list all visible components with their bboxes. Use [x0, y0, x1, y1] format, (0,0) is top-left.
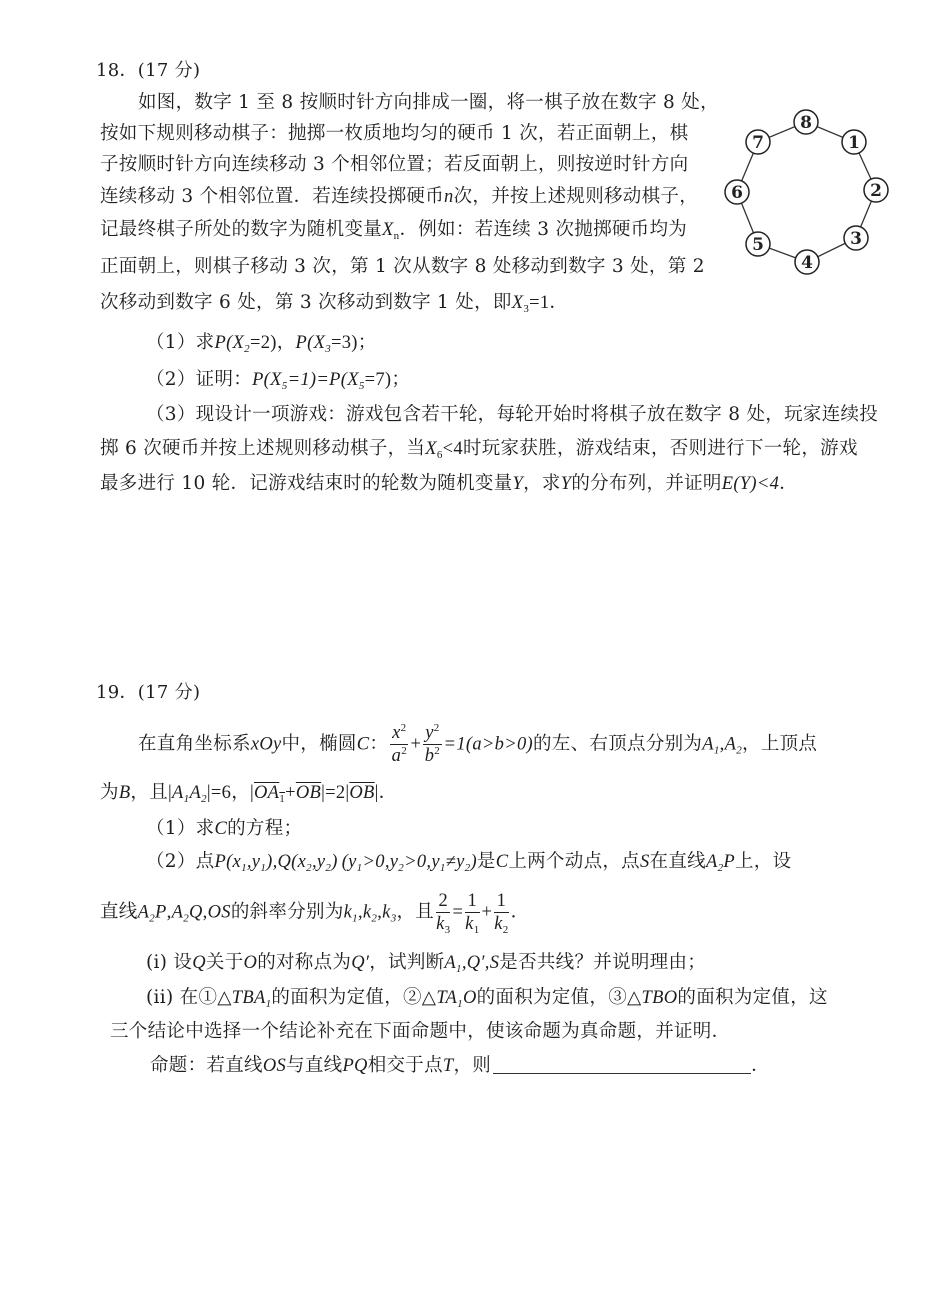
text: ． — [549, 292, 569, 313]
math: , — [202, 902, 208, 923]
math: C — [356, 734, 370, 755]
math: |=6 — [206, 783, 232, 803]
math: >0,y — [362, 852, 399, 872]
math: Q — [189, 902, 203, 923]
q18-part3-line-2 — [100, 436, 858, 462]
var: X — [511, 293, 524, 313]
node-label: 1 — [848, 133, 860, 153]
text: 上，设 — [734, 851, 792, 872]
math: ) — [331, 852, 338, 872]
text: （2）点 — [146, 851, 215, 872]
node-label: 4 — [801, 253, 813, 273]
text: ，则 — [453, 1055, 492, 1076]
text: 次，并按上述规则移动棋子， — [453, 186, 699, 207]
math: PQ — [342, 1056, 368, 1076]
subscript: 1 — [352, 912, 358, 925]
q18-intro-line-7 — [100, 290, 568, 316]
q19-part2-line-2: 直线$A_2P,A_2Q,OS$的斜率分别为$k_1,k_2,k_3$，且 $\frac{2}{k_3}$ = $\frac{1}{k_1}$ + $\frac{1}{k_2}$ ． — [100, 891, 530, 936]
text: 的对称点为 — [257, 952, 352, 973]
text: 次移动到数字 6 处，第 3 次移动到数字 1 处，即 — [100, 292, 512, 313]
math: A — [172, 783, 184, 803]
math: △TBO — [627, 988, 678, 1008]
text: 的面积为定值，② — [271, 987, 422, 1008]
var: a — [391, 746, 402, 766]
var: X — [382, 220, 394, 240]
subscript: 1 — [473, 924, 480, 936]
math: k — [362, 902, 372, 923]
text: 在直角坐标系 — [138, 733, 251, 755]
math: |=2| — [321, 783, 350, 803]
math: P(X — [295, 333, 326, 353]
subscript: 2 — [464, 862, 471, 874]
math-X6 — [425, 439, 442, 459]
subscript: 2 — [201, 793, 207, 805]
math: P — [155, 902, 167, 923]
text: ： — [369, 733, 389, 755]
math: k — [382, 902, 391, 923]
math: , — [377, 902, 383, 923]
subscript: 2 — [502, 924, 509, 936]
subscript: 1 — [265, 998, 272, 1010]
math: ≠y — [445, 852, 465, 872]
vector-OB: $\overline{OB}$ — [295, 783, 322, 803]
q18-intro-line-5 — [100, 217, 687, 243]
math: =2) — [249, 333, 277, 353]
node-label: 6 — [731, 183, 743, 203]
q18-part3-line-3 — [100, 471, 798, 497]
math: ), — [266, 852, 278, 872]
var: k — [494, 914, 503, 934]
math: P — [723, 852, 735, 872]
q18-intro-line-2: 按如下规则移动棋子：抛掷一枚质地均匀的硬币 1 次，若正面朝上，棋 — [100, 123, 689, 144]
text: ，且 — [396, 901, 435, 923]
var: OA — [254, 783, 280, 803]
q18-intro-line-4 — [100, 184, 698, 210]
text: 直线 — [100, 901, 138, 923]
math: O — [243, 953, 258, 973]
text: 相交于点 — [367, 1055, 443, 1076]
math: O — [462, 988, 477, 1008]
subscript: 2 — [717, 862, 724, 874]
math: | — [168, 783, 173, 803]
var: X — [425, 439, 437, 459]
math: A — [724, 734, 737, 755]
text: 为 — [100, 782, 119, 803]
math-Y: Y — [560, 474, 572, 494]
node-label: 8 — [800, 113, 812, 133]
math-Xn — [382, 220, 399, 240]
math: + — [285, 783, 296, 803]
q19-sub-i — [146, 950, 706, 976]
node-label: 5 — [752, 235, 764, 255]
q18-part1 — [146, 330, 377, 356]
math: | — [250, 783, 255, 803]
math: ) — [470, 852, 477, 872]
math: =1(a>b>0) — [443, 734, 534, 755]
text: ． — [751, 1055, 770, 1076]
math: ,y — [311, 852, 326, 872]
subscript: 3 — [325, 343, 332, 355]
text: 的面积为定值，这 — [677, 987, 828, 1008]
subscript: 1 — [457, 998, 463, 1010]
fraction-x2-a2 — [390, 722, 408, 767]
text: 关于 — [205, 952, 244, 973]
math: xOy — [250, 734, 282, 755]
math: =1)=P(X — [287, 370, 359, 390]
vector-OB: $\overline{OB}$ — [349, 783, 375, 803]
var: b — [424, 746, 435, 766]
text: ，上顶点 — [742, 733, 818, 755]
fraction-2-k3 — [436, 890, 450, 935]
circle-node-2 — [864, 178, 888, 202]
math: + — [481, 902, 493, 923]
text: ，求 — [523, 473, 561, 494]
var: x — [392, 723, 401, 743]
math: ,y — [246, 852, 261, 872]
math: Q′ — [351, 953, 370, 973]
math: B — [118, 783, 131, 803]
var: k — [465, 914, 474, 934]
q19-header: 19．(17 分) — [96, 682, 201, 703]
math: OS — [207, 902, 231, 923]
subscript: 2 — [306, 862, 312, 874]
subscript: n — [393, 230, 400, 242]
circle-node-7 — [746, 130, 770, 154]
subscript: 2 — [398, 862, 405, 874]
text: 中，椭圆 — [281, 733, 357, 755]
subscript: 3 — [523, 303, 530, 315]
text: 掷 6 次硬币并按上述规则移动棋子，当 — [100, 438, 426, 459]
text: 是否共线？并说明理由； — [499, 952, 707, 973]
vector-OA1 — [254, 783, 285, 803]
q19-sub-ii-line-1 — [146, 985, 828, 1011]
math: A — [444, 953, 457, 973]
math-Y: Y — [512, 474, 524, 494]
q19-part1 — [146, 816, 302, 842]
math: C — [214, 819, 228, 839]
text: 最多进行 10 轮．记游戏结束时的轮数为随机变量 — [100, 473, 513, 494]
math: A — [702, 734, 714, 755]
math: |． — [374, 783, 398, 803]
text: ； — [357, 332, 377, 353]
q18-header: 18．(17 分) — [96, 60, 201, 81]
text: ， — [231, 782, 250, 803]
var: y — [425, 723, 434, 743]
subscript: 2 — [736, 744, 743, 757]
numerator: 2 — [436, 890, 450, 913]
math: k — [343, 902, 353, 923]
math: , — [166, 902, 172, 923]
subscript: 1 — [439, 862, 446, 874]
node-label: 7 — [752, 133, 764, 153]
subscript: 6 — [436, 449, 443, 461]
text: ， — [276, 332, 296, 353]
circle-node-3 — [844, 226, 868, 250]
math: >0,y — [404, 852, 440, 872]
text: 的方程； — [227, 818, 303, 839]
text: 上两个动点，点 — [508, 851, 640, 872]
circle-diagram — [718, 104, 898, 284]
math: ,Q′,S — [461, 953, 500, 973]
subscript: 2 — [371, 912, 378, 925]
q18-intro-line-1: 如图，数字 1 至 8 按顺时针方向排成一圈，将一棋子放在数字 8 处， — [138, 92, 719, 113]
math: P(X — [252, 370, 282, 390]
text: (ii) 在① — [146, 987, 218, 1008]
circle-node-6 — [725, 180, 749, 204]
text: ． — [510, 901, 530, 923]
math: <4 — [442, 439, 463, 459]
q19-sub-ii-line-2: 三个结论中选择一个结论补充在下面命题中，使该命题为真命题，并证明． — [110, 1021, 731, 1042]
text: ．例如：若连续 3 次抛掷硬币均为 — [399, 219, 688, 240]
node-label: 3 — [850, 229, 862, 249]
subscript: 3 — [390, 912, 397, 925]
q18-intro-line-6: 正面朝上，则棋子移动 3 次，第 1 次从数字 8 处移动到数字 3 处，第 2 — [100, 256, 705, 277]
circle-node-8 — [794, 110, 818, 134]
math: P(X — [214, 333, 245, 353]
sup: 2 — [400, 722, 407, 734]
q18-part2 — [146, 367, 410, 393]
math: A — [189, 783, 202, 803]
math-X3 — [512, 293, 529, 313]
text: （2）证明： — [146, 369, 253, 390]
subscript: 5 — [358, 380, 365, 392]
q19-intro-line-1 — [138, 722, 817, 767]
text: (i) 设 — [146, 952, 193, 973]
circle-node-5 — [746, 232, 770, 256]
math: S — [639, 852, 650, 872]
node-label: 2 — [870, 181, 882, 201]
text: 的分布列，并证明 — [571, 473, 722, 494]
fraction-1-k1 — [465, 890, 479, 935]
subscript: 3 — [444, 924, 451, 936]
subscript: 1 — [183, 793, 190, 805]
text: ，且 — [130, 782, 169, 803]
subscript: 5 — [281, 380, 288, 392]
math: △TA — [421, 988, 458, 1008]
math: , — [357, 902, 363, 923]
text: ． — [779, 473, 798, 494]
text: 时玩家获胜，游戏结束，否则进行下一轮，游戏 — [462, 438, 858, 459]
numerator: 1 — [465, 890, 479, 913]
value: =1 — [529, 293, 550, 313]
math: A — [137, 902, 150, 923]
text: 的左、右顶点分别为 — [533, 733, 703, 755]
math: + — [410, 734, 422, 755]
text: ； — [391, 369, 411, 390]
subscript: 1 — [279, 793, 286, 805]
q19-part2-line-1 — [146, 849, 791, 875]
text: 是 — [476, 851, 496, 872]
text: （1）求 — [146, 332, 215, 353]
circle-node-1 — [842, 130, 866, 154]
var: k — [436, 914, 445, 934]
text: ，试判断 — [369, 952, 445, 973]
q18-part3-line-1: （3）现设计一项游戏：游戏包含若干轮，每轮开始时将棋子放在数字 8 处，玩家连续投 — [146, 404, 879, 425]
text: 在直线 — [649, 851, 706, 872]
subscript: 1 — [260, 862, 267, 874]
subscript: 2 — [325, 862, 332, 874]
sup: 2 — [433, 722, 440, 734]
math: Q — [192, 953, 206, 973]
subscript: 1 — [713, 744, 720, 757]
text: 记最终棋子所处的数字为随机变量 — [100, 219, 383, 240]
subscript: 1 — [456, 963, 462, 975]
math: A — [705, 852, 718, 872]
text: 的面积为定值，③ — [476, 987, 628, 1008]
q19-intro-line-2 — [100, 780, 397, 806]
text: （1）求 — [146, 818, 215, 839]
subscript: 2 — [149, 912, 156, 925]
fraction-1-k2 — [494, 890, 508, 935]
subscript: 1 — [241, 862, 247, 874]
text: 的斜率分别为 — [230, 901, 344, 923]
math: P(x — [214, 852, 242, 872]
text: 命题：若直线 — [150, 1055, 263, 1076]
sup: 2 — [434, 745, 441, 757]
math: C — [495, 852, 509, 872]
text: 与直线 — [286, 1055, 343, 1076]
fraction-y2-b2 — [423, 722, 441, 767]
math: OS — [262, 1056, 287, 1076]
math: △TBA — [217, 988, 266, 1008]
q18-intro-line-3: 子按顺时针方向连续移动 3 个相邻位置；若反面朝上，则按逆时针方向 — [100, 154, 689, 175]
subscript: 1 — [356, 862, 363, 874]
subscript: 2 — [183, 912, 189, 925]
q19-proposition — [150, 1053, 770, 1079]
math: A — [171, 902, 184, 923]
math: =3) — [331, 333, 358, 353]
math-n: n — [444, 187, 454, 207]
numerator: 1 — [494, 890, 508, 913]
subscript: 2 — [244, 343, 250, 355]
math: Q(x — [277, 852, 307, 872]
sup: 2 — [401, 745, 407, 757]
math: T — [442, 1056, 454, 1076]
math: (y — [341, 852, 357, 872]
circle-node-4 — [795, 250, 819, 274]
answer-blank[interactable] — [493, 1073, 751, 1074]
math: =7) — [364, 370, 392, 390]
math: , — [719, 734, 725, 755]
text: 连续移动 3 个相邻位置．若连续投掷硬币 — [100, 186, 445, 207]
math-EY: E(Y)<4 — [721, 474, 780, 494]
